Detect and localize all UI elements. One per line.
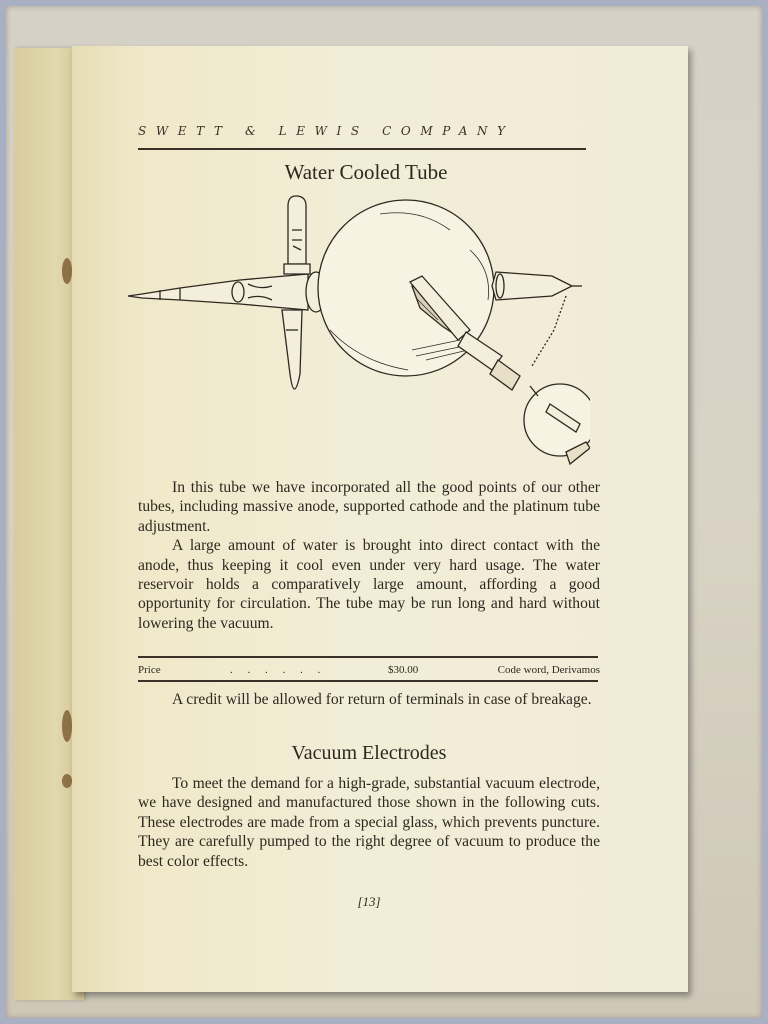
page-title: Water Cooled Tube <box>284 160 448 184</box>
company-name: SWETT & LEWIS COMPANY <box>138 124 515 138</box>
water-cooled-tube-illustration <box>120 190 590 480</box>
paragraph-2: A large amount of water is brought into direct contact with the anode, thus keeping it cool even under very hard usage. The water reservoir holds a comparatively large amount, affording a good opportunity for circulation. The tube may be run long and hard without lowering the vacuum. <box>138 537 600 632</box>
code-word: Code word, Derivamos <box>497 664 600 676</box>
price-rule-top <box>138 656 598 658</box>
page-number: [13] <box>357 894 381 909</box>
header-rule <box>138 148 586 150</box>
paragraph-1: In this tube we have incorporated all the good points of our other tubes, including massive anode, supported cathode and the platinum tube adjustment. <box>138 479 600 535</box>
price-label: Price <box>138 664 161 676</box>
price-rule-bottom <box>138 680 598 682</box>
section-text-block <box>138 774 600 871</box>
credit-note: A credit will be allowed for return of terminals in case of breakage. <box>172 691 592 708</box>
credit-note-block <box>138 690 600 709</box>
section-title: Vacuum Electrodes <box>291 742 447 764</box>
binding-stain <box>62 258 72 284</box>
price-row <box>138 662 600 678</box>
price-value: $30.00 <box>388 664 419 676</box>
binding-stain <box>62 774 72 788</box>
binding-stain <box>62 710 72 742</box>
price-leader-dots: . . . . . . <box>230 664 327 676</box>
running-header <box>138 124 586 138</box>
description-text <box>138 478 600 633</box>
section-text: To meet the demand for a high-grade, substantial vacuum electrode, we have designed and manufactured those shown in the following cuts. These electrodes are made from a special glass, which prevents puncture. They are carefully pumped to the right degree of vacuum to produce the best color effects. <box>138 775 600 870</box>
